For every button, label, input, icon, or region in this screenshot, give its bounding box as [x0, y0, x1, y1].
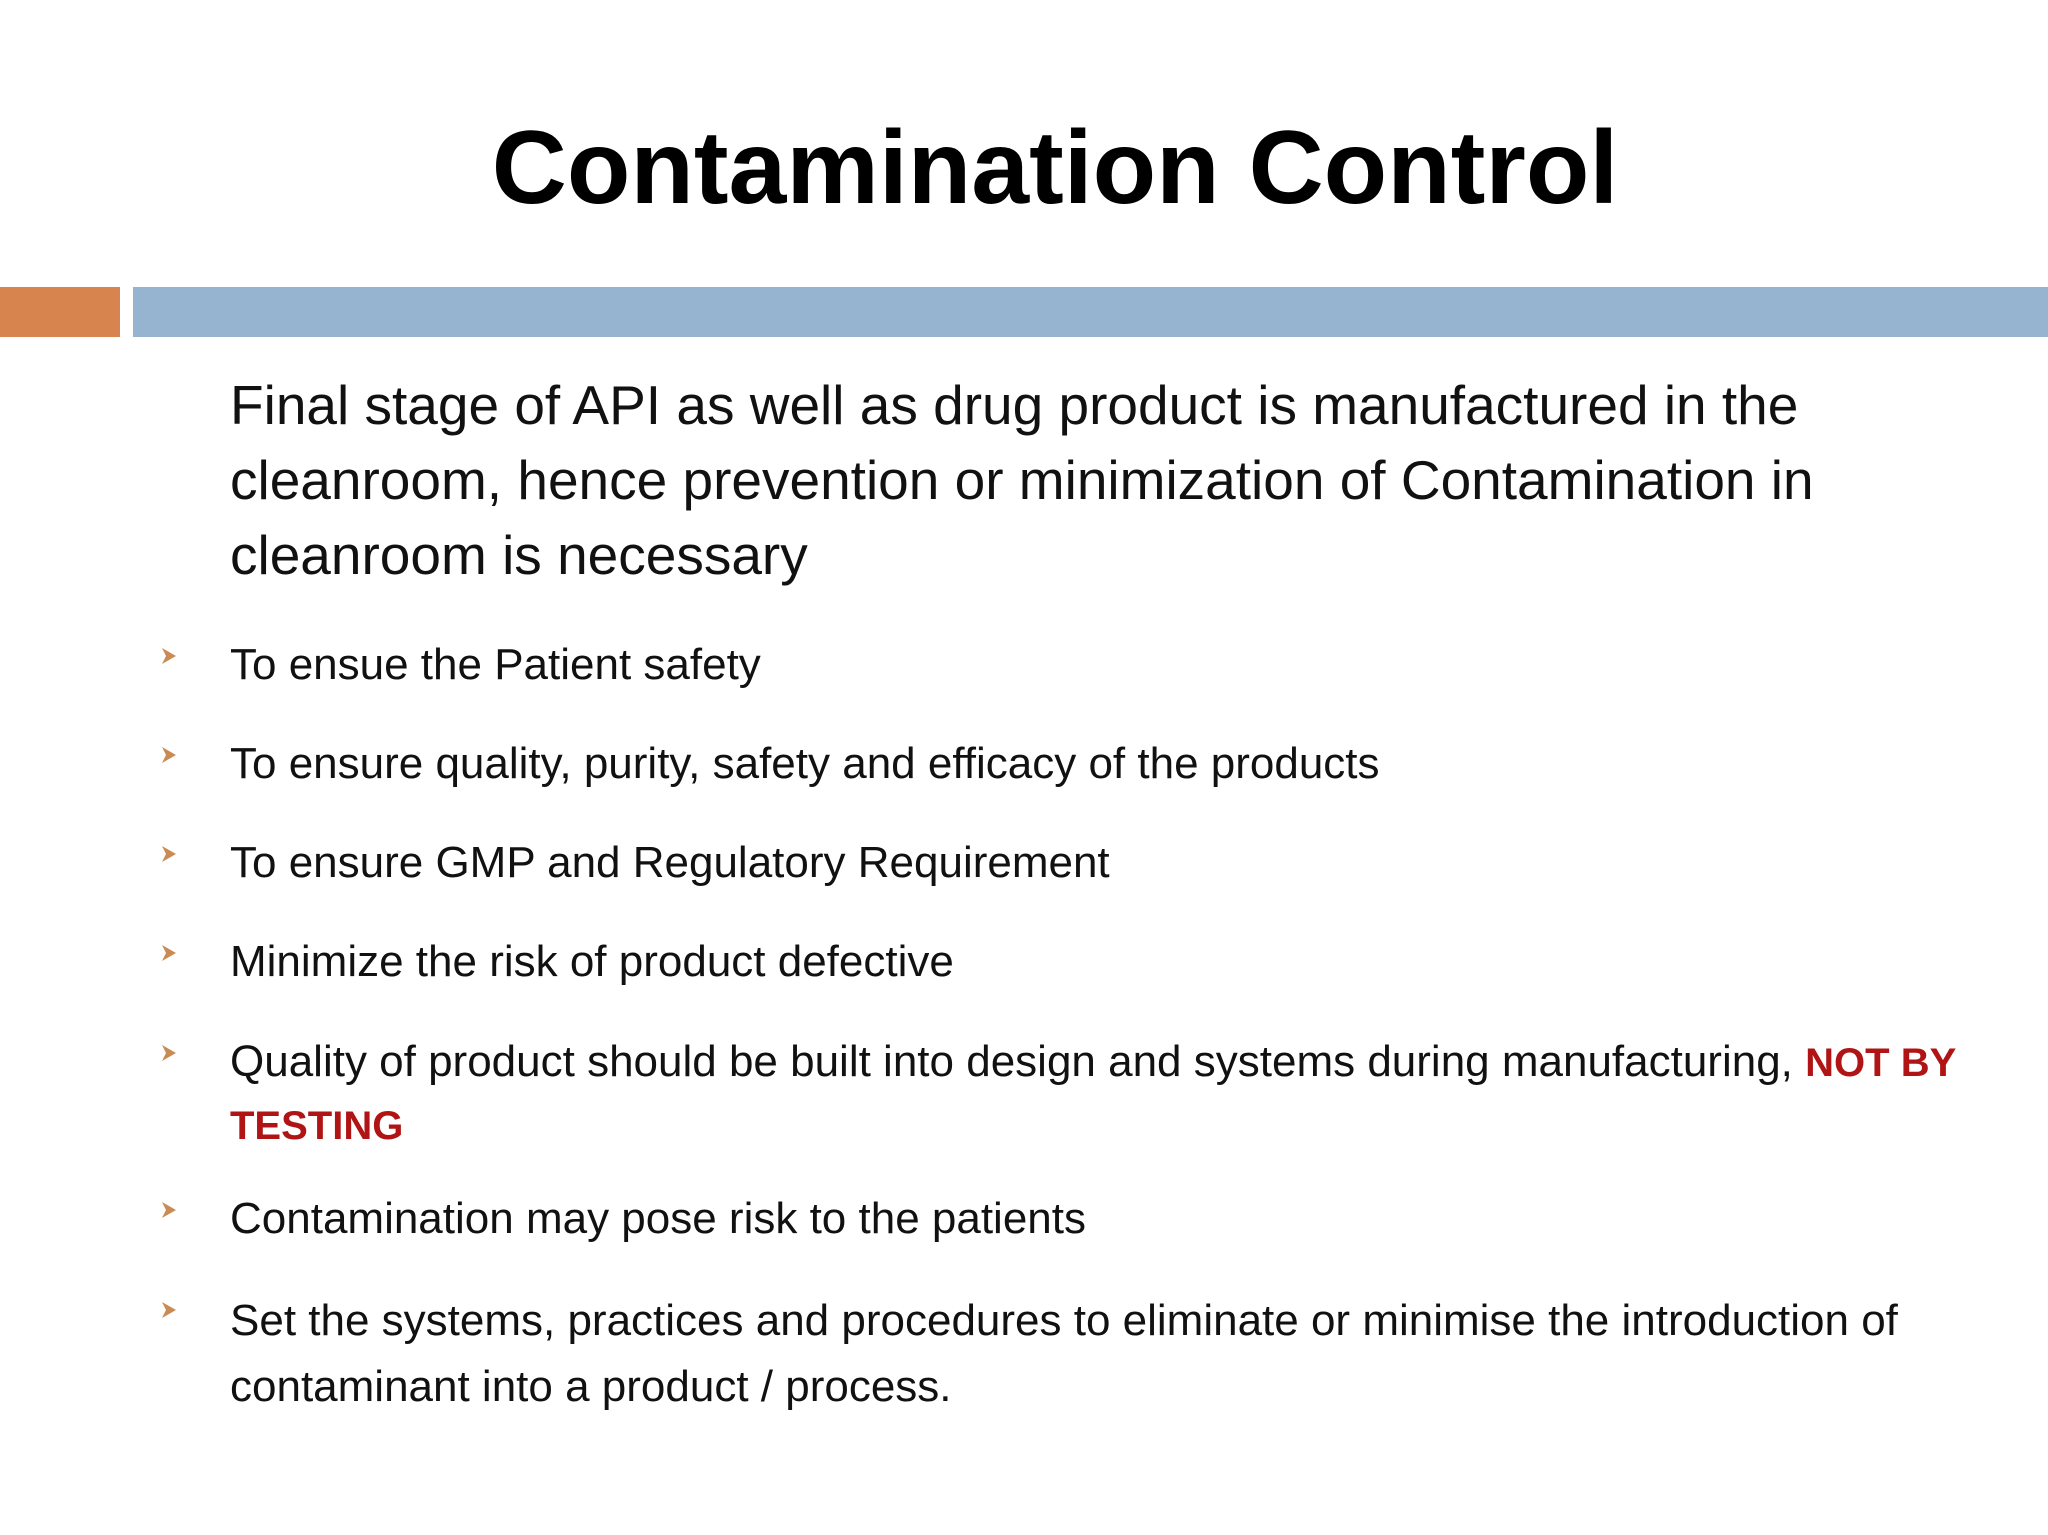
bullet-text: To ensue the Patient safety — [230, 640, 761, 689]
slide-title: Contamination Control — [491, 110, 1619, 226]
emphasis-text: NOT BY TESTING — [230, 1041, 1956, 1148]
bullet-text-with-emphasis — [230, 1031, 1970, 1157]
bullet-text: Quality of product should be built into design and systems during manufacturing, — [230, 1037, 1806, 1086]
bullet-text: To ensure quality, purity, safety and efficacy of the products — [230, 739, 1380, 788]
intro-paragraph: Final stage of API as well as drug product is manufactured in the cleanroom, hence prevention or minimization of Contamination in cleanroom is necessary — [230, 374, 1814, 586]
arrowhead-bullet-icon — [160, 743, 178, 767]
arrowhead-bullet-icon — [160, 644, 178, 668]
bullet-text: Contamination may pose risk to the patients — [230, 1194, 1087, 1243]
bullet-text: Set the systems, practices and procedures to eliminate or minimise the introduction of contaminant into a product / process. — [230, 1296, 1898, 1411]
header-divider-bar — [133, 287, 2048, 337]
arrowhead-bullet-icon — [160, 941, 178, 965]
bullet-text: Minimize the risk of product defective — [230, 937, 954, 986]
header-accent-bar — [0, 287, 120, 337]
arrowhead-bullet-icon — [160, 1041, 178, 1065]
bullet-text: To ensure GMP and Regulatory Requirement — [230, 838, 1110, 887]
arrowhead-bullet-icon — [160, 1298, 178, 1322]
arrowhead-bullet-icon — [160, 1198, 178, 1222]
arrowhead-bullet-icon — [160, 842, 178, 866]
